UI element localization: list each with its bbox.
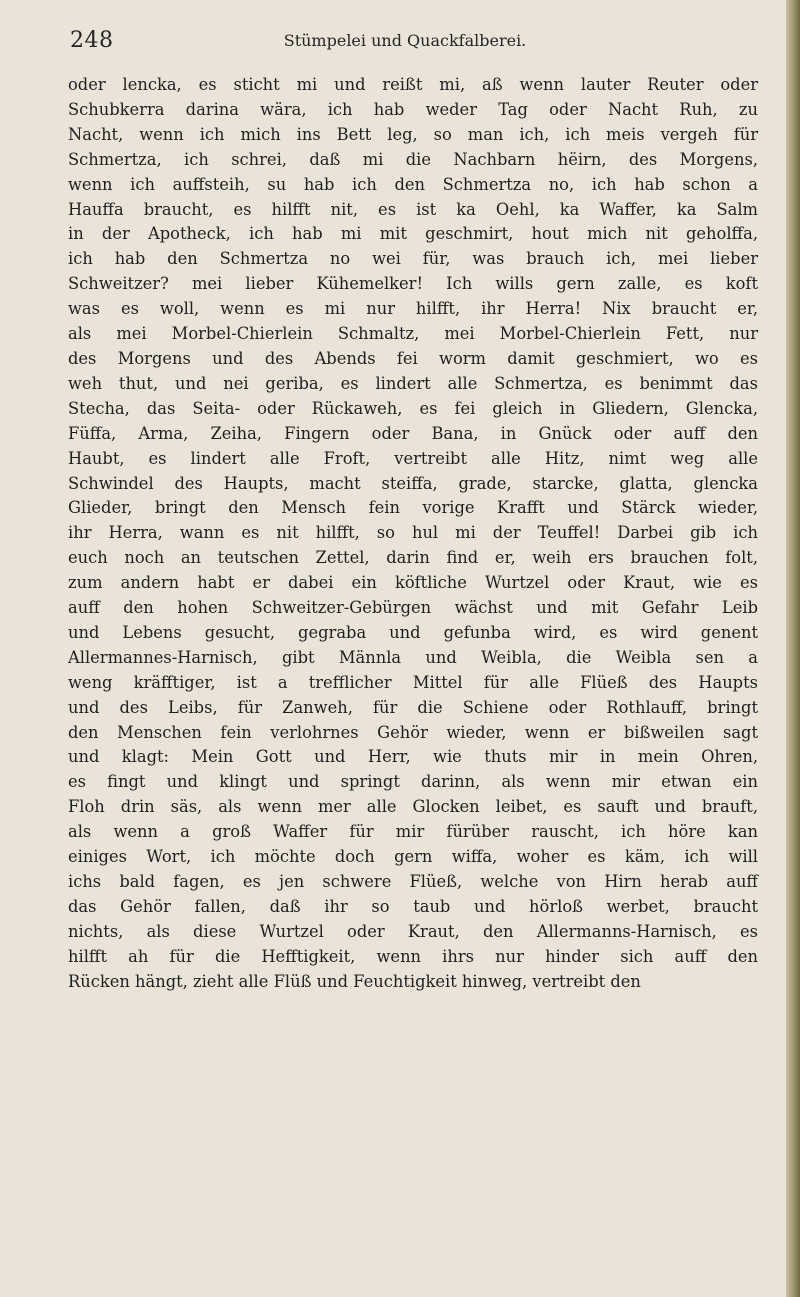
- text-line: Schwindel des Haupts, macht steiffa, grade, starcke, glatta, glencka: [68, 473, 758, 493]
- text-line: in der Apotheck, ich hab mi mit geschmirt, hout mich nit geholffa,: [68, 224, 758, 244]
- text-line: ihr Herra, wann es nit hilfft, so hul mi der Teuffel! Darbei gib ich: [68, 523, 758, 543]
- page-number: 248: [70, 28, 114, 53]
- text-line: Floh drin säs, als wenn mer alle Glocken leibet, es sauft und brauft,: [68, 797, 758, 817]
- text-line: des Morgens und des Abends fei worm damit geschmiert, wo es: [68, 348, 758, 368]
- text-line: Füffa, Arma, Zeiha, Fingern oder Bana, in Gnück oder auff den: [68, 423, 758, 443]
- text-line: als mei Morbel-Chierlein Schmaltz, mei Morbel-Chierlein Fett, nur: [68, 324, 758, 344]
- text-line: ichs bald fagen, es jen schwere Flüeß, welche von Hirn herab auff: [68, 872, 758, 891]
- text-line: und klagt: Mein Gott und Herr, wie thuts mir in mein Ohren,: [68, 747, 758, 767]
- text-line: weng kräfftiger, ist a trefflicher Mittel für alle Flüeß des Haupts: [68, 672, 758, 692]
- text-line: auff den hohen Schweitzer-Gebürgen wächst und mit Gefahr Leib: [68, 598, 758, 618]
- text-line: Schweitzer? mei lieber Kühemelker! Ich wills gern zalle, es koft: [68, 274, 758, 294]
- text-line: wenn ich auffsteih, su hab ich den Schmertza no, ich hab schon a: [68, 174, 758, 194]
- text-line: einiges Wort, ich möchte doch gern wiffa, woher es käm, ich will: [68, 847, 758, 867]
- running-head: [70, 28, 740, 58]
- text-line: Nacht, wenn ich mich ins Bett leg, so man ich, ich meis vergeh für: [68, 124, 758, 144]
- page-edge: [786, 0, 800, 1297]
- text-line: nichts, als diese Wurtzel oder Kraut, den Allermanns-Harnisch, es: [68, 921, 758, 941]
- body-text: [68, 73, 758, 995]
- text-line: Haubt, es lindert alle Froft, vertreibt alle Hitz, nimt weg alle: [68, 448, 758, 468]
- text-line: Schubkerra darina wära, ich hab weder Tag oder Nacht Ruh, zu: [68, 99, 758, 119]
- text-line: Rücken hängt, zieht alle Flüß und Feuchtigkeit hinweg, vertreibt den: [68, 971, 641, 991]
- text-line: Schmertza, ich schrei, daß mi die Nachbarn hëirn, des Morgens,: [68, 149, 758, 169]
- text-line: ich hab den Schmertza no wei für, was brauch ich, mei lieber: [68, 249, 758, 269]
- text-line: als wenn a groß Waffer für mir fürüber rauscht, ich höre kan: [68, 822, 758, 842]
- text-line: was es woll, wenn es mi nur hilfft, ihr Herra! Nix braucht er,: [68, 299, 758, 319]
- text-line: oder lencka, es sticht mi und reißt mi, aß wenn lauter Reuter oder: [68, 75, 758, 94]
- text-line: und des Leibs, für Zanweh, für die Schiene oder Rothlauff, bringt: [68, 697, 758, 717]
- text-line: hilfft ah für die Hefftigkeit, wenn ihrs nur hinder sich auff den: [68, 946, 758, 966]
- text-line: Hauffa braucht, es hilfft nit, es ist ka Oehl, ka Waffer, ka Salm: [68, 199, 758, 219]
- text-line: weh thut, und nei geriba, es lindert alle Schmertza, es benimmt das: [68, 373, 758, 393]
- text-line: den Menschen fein verlohrnes Gehör wieder, wenn er bißweilen sagt: [68, 722, 758, 742]
- text-line: es fingt und klingt und springt darinn, als wenn mir etwan ein: [68, 772, 758, 792]
- text-line: Allermannes-Harnisch, gibt Männla und Weibla, die Weibla sen a: [68, 647, 758, 667]
- text-line: und Lebens gesucht, gegraba und gefunba wird, es wird genent: [68, 622, 758, 642]
- text-line: Stecha, das Seita- oder Rückaweh, es fei gleich in Gliedern, Glencka,: [68, 398, 758, 418]
- text-line: Glieder, bringt den Mensch fein vorige Krafft und Stärck wieder,: [68, 498, 758, 518]
- text-line: das Gehör fallen, daß ihr so taub und hörloß werbet, braucht: [68, 896, 758, 916]
- text-line: euch noch an teutschen Zettel, darin find er, weih ers brauchen folt,: [68, 548, 758, 568]
- running-title: Stümpelei und Quackfalberei.: [283, 31, 527, 50]
- text-line: zum andern habt er dabei ein köftliche Wurtzel oder Kraut, wie es: [68, 573, 758, 593]
